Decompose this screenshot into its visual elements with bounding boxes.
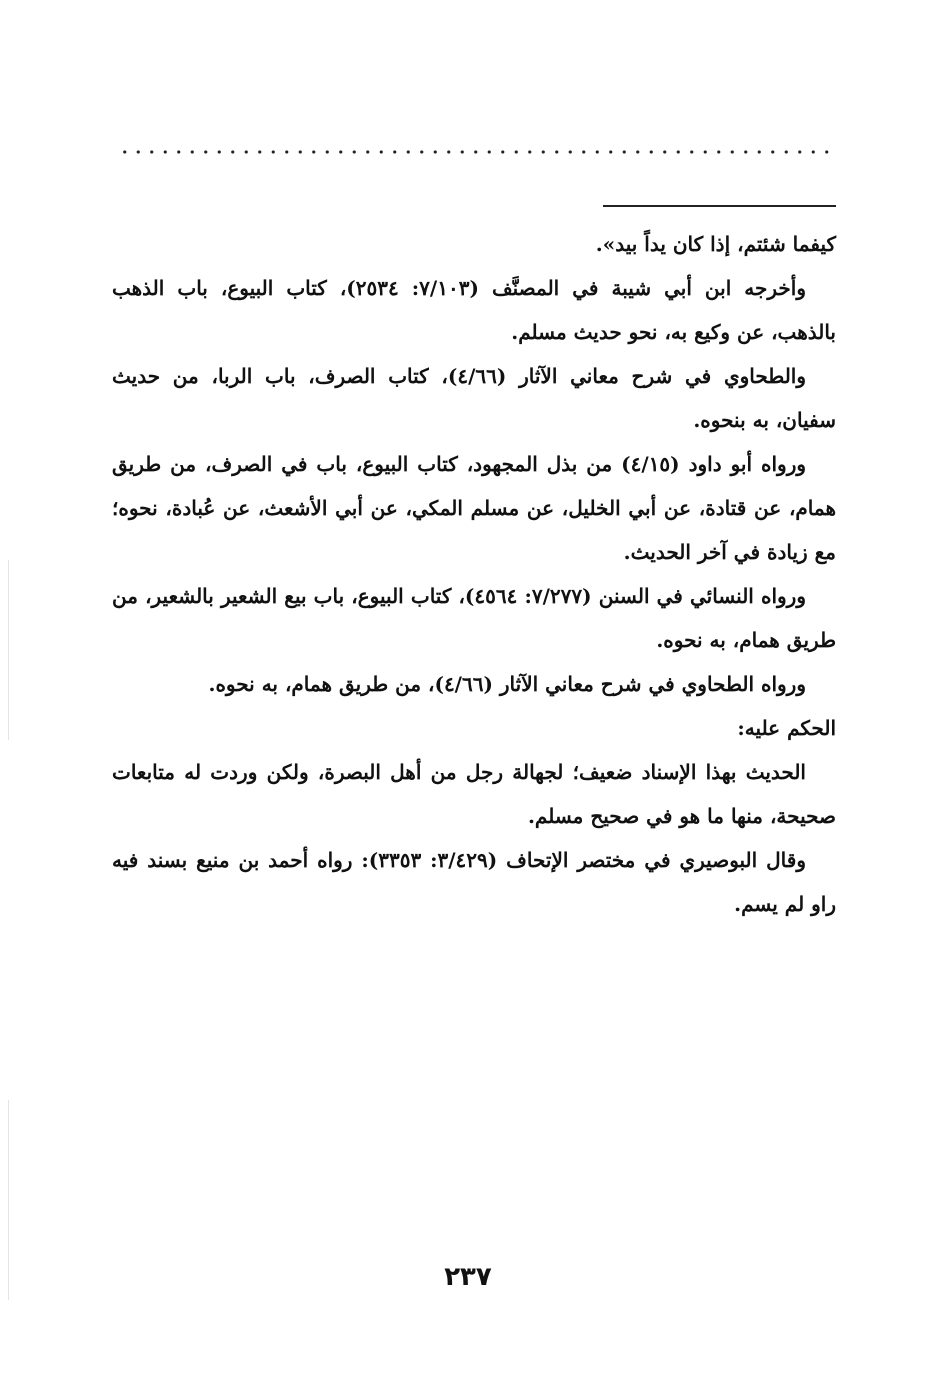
page-number: ٢٣٧ <box>444 1262 492 1292</box>
paragraph: ورواه الطحاوي في شرح معاني الآثار (٤/٦٦)، من طريق همام، به نحوه. <box>208 672 806 696</box>
scan-edge-mark <box>8 560 9 740</box>
paragraph: ورواه أبو داود (٤/١٥) من بذل المجهود، كتاب البيوع، باب في الصرف، من طريق همام، عن قتادة، عن أبي الخليل، عن مسلم المكي، عن أبي الأشعث، عن عُبادة، نحوه؛ مع زيادة في آخر الحديث. <box>112 452 837 564</box>
paragraph: والطحاوي في شرح معاني الآثار (٤/٦٦)، كتاب الصرف، باب الربا، من حديث سفيان، به بنحوه. <box>112 364 836 432</box>
body-text <box>112 222 836 926</box>
dotted-separator <box>118 150 836 154</box>
paragraph: وأخرجه ابن أبي شيبة في المصنَّف (٧/١٠٣: ٢٥٣٤)، كتاب البيوع، باب الذهب بالذهب، عن وكيع به، نحو حديث مسلم. <box>112 276 836 344</box>
paragraph: وقال البوصيري في مختصر الإتحاف (٣/٤٢٩: ٣٣٥٣): رواه أحمد بن منيع بسند فيه راو لم يسم. <box>112 848 836 916</box>
paragraph: كيفما شئتم، إذا كان يداً بيد». <box>595 232 836 256</box>
section-heading: الحكم عليه: <box>737 716 836 740</box>
paragraph: ورواه النسائي في السنن (٧/٢٧٧: ٤٥٦٤)، كتاب البيوع، باب بيع الشعير بالشعير، من طريق همام، به نحوه. <box>112 584 836 652</box>
paragraph: الحديث بهذا الإسناد ضعيف؛ لجهالة رجل من أهل البصرة، ولكن وردت له متابعات صحيحة، منها ما هو في صحيح مسلم. <box>112 760 836 828</box>
footnote-rule <box>603 205 836 207</box>
